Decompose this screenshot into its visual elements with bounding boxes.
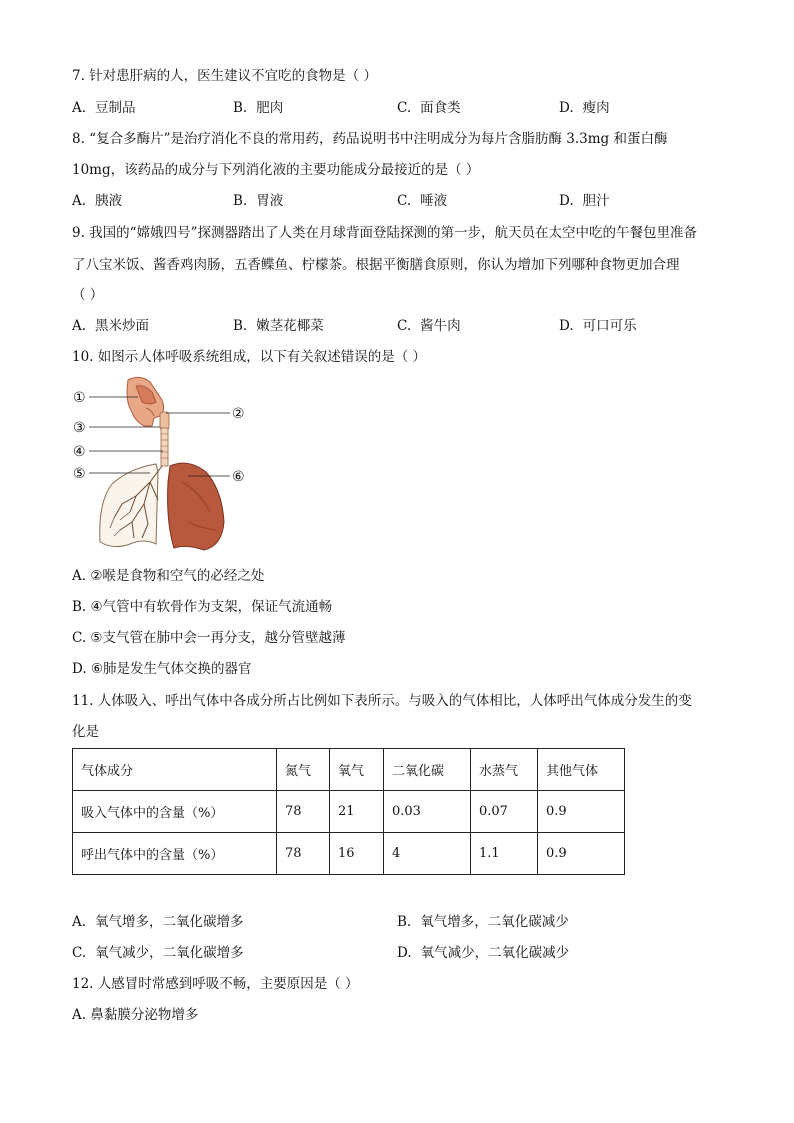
table-cell: 78	[277, 833, 330, 875]
q12-option-a: A. 鼻黏膜分泌物增多	[72, 1007, 199, 1023]
q11-option-b: B. 氧气增多，二氧化碳减少	[397, 914, 569, 930]
diagram-label-2: ②	[232, 406, 245, 422]
table-row	[73, 833, 625, 875]
table-header-cell: 氮气	[277, 749, 330, 791]
table-cell: 0.03	[384, 791, 471, 833]
table-cell: 16	[330, 833, 384, 875]
table-row	[73, 791, 625, 833]
q8-stem-line2: 10mg，该药品的成分与下列消化液的主要功能成分最接近的是（ ）	[72, 162, 480, 178]
table-cell: 0.9	[538, 833, 625, 875]
q8-stem-line1: 8. “复合多酶片”是治疗消化不良的常用药，药品说明书中注明成分为每片含脂肪酶 3.3mg 和蛋白酶	[72, 131, 668, 147]
q9-stem-line2: 了八宝米饭、酱香鸡肉肠，五香鲽鱼、柠檬茶。根据平衡膳食原则，你认为增加下列哪种食物更加合理	[72, 257, 680, 273]
q12-stem: 12. 人感冒时常感到呼吸不畅，主要原因是（ ）	[72, 976, 359, 992]
table-cell: 0.07	[471, 791, 538, 833]
table-header-cell: 其他气体	[538, 749, 625, 791]
q11-option-d: D. 氧气减少，二氧化碳减少	[397, 945, 570, 961]
table-cell: 4	[384, 833, 471, 875]
q9-option-b: B. 嫩茎花椰菜	[233, 318, 324, 334]
q10-stem: 10. 如图示人体呼吸系统组成，以下有关叙述错误的是（ ）	[72, 349, 427, 365]
q8-option-c: C. 唾液	[397, 193, 448, 209]
q7-option-a: A. 豆制品	[72, 100, 136, 116]
diagram-label-3: ③	[73, 420, 86, 436]
q9-option-c: C. 酱牛肉	[397, 318, 461, 334]
q8-option-a: A. 胰液	[72, 193, 123, 209]
q10-option-b: B. ④气管中有软骨作为支架，保证气流通畅	[72, 599, 333, 615]
table-header-cell: 氧气	[330, 749, 384, 791]
q8-option-d: D. 胆汁	[559, 193, 610, 209]
q10-option-d: D. ⑥肺是发生气体交换的器官	[72, 661, 252, 677]
q9-stem-line3: （ ）	[72, 287, 104, 303]
diagram-label-6: ⑥	[232, 469, 245, 485]
table-cell: 78	[277, 791, 330, 833]
diagram-label-5: ⑤	[73, 466, 86, 482]
q11-option-a: A. 氧气增多，二氧化碳增多	[72, 914, 244, 930]
q11-stem-line1: 11. 人体吸入、呼出气体中各成分所占比例如下表所示。与吸入的气体相比，人体呼出气体成分发生的变	[72, 693, 692, 709]
q8-option-b: B. 胃液	[233, 193, 284, 209]
table-cell: 21	[330, 791, 384, 833]
q7-stem: 7. 针对患肝病的人，医生建议不宜吃的食物是（ ）	[72, 68, 377, 84]
table-cell: 0.9	[538, 791, 625, 833]
q7-option-d: D. 瘦肉	[559, 100, 610, 116]
q9-option-d: D. 可口可乐	[559, 318, 637, 334]
table-cell: 吸入气体中的含量（%）	[73, 791, 277, 833]
q10-option-a: A. ②喉是食物和空气的必经之处	[72, 568, 265, 584]
table-cell: 呼出气体中的含量（%）	[73, 833, 277, 875]
q11-option-c: C. 氧气减少，二氧化碳增多	[72, 945, 244, 961]
table-header-cell: 水蒸气	[471, 749, 538, 791]
q10-option-c: C. ⑤支气管在肺中会一再分支，越分管壁越薄	[72, 630, 346, 646]
table-header-cell: 二氧化碳	[384, 749, 471, 791]
q7-option-c: C. 面食类	[397, 100, 461, 116]
diagram-label-1: ①	[73, 390, 86, 406]
q9-option-a: A. 黑米炒面	[72, 318, 150, 334]
q9-stem-line1: 9. 我国的“嫦娥四号”探测器踏出了人类在月球背面登陆探测的第一步，航天员在太空中吃的午餐包里准备	[72, 225, 697, 241]
q7-option-b: B. 肥肉	[233, 100, 284, 116]
table-header-cell: 气体成分	[73, 749, 277, 791]
gas-composition-table	[72, 748, 625, 875]
diagram-label-4: ④	[73, 444, 86, 460]
q11-stem-line2: 化是	[72, 724, 99, 740]
respiratory-system-diagram	[70, 372, 260, 557]
table-header-row	[73, 749, 625, 791]
table-cell: 1.1	[471, 833, 538, 875]
